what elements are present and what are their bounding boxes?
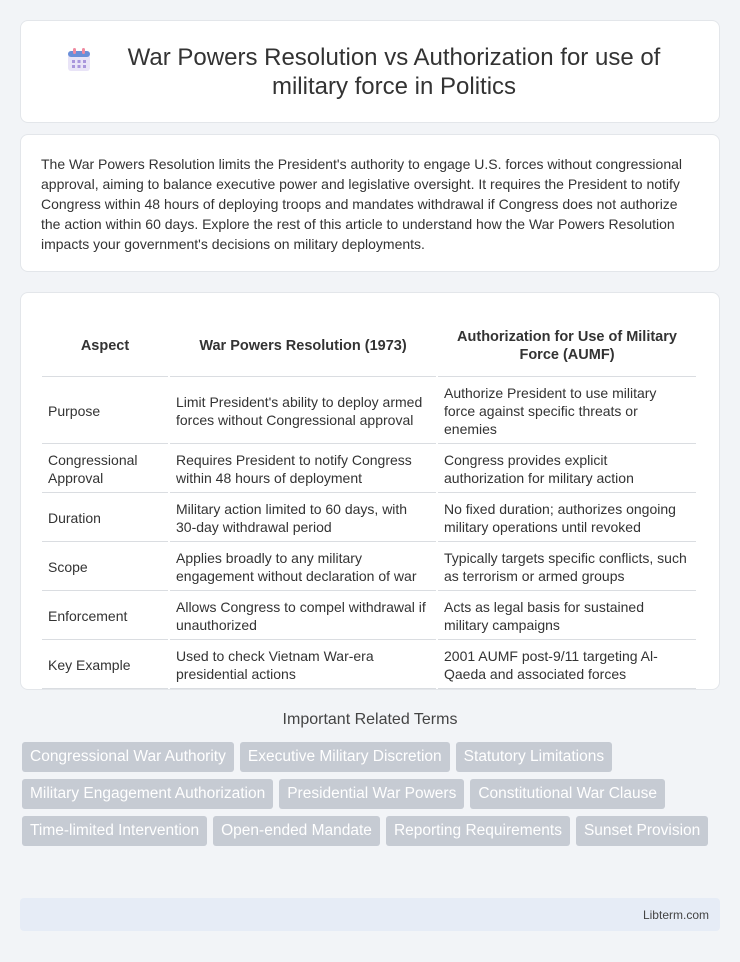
term-tag[interactable]: Constitutional War Clause (470, 779, 665, 809)
header-aumf: Authorization for Use of Military Force (AUMF) (438, 315, 696, 377)
header-war-powers: War Powers Resolution (1973) (170, 315, 436, 377)
related-terms-title: Important Related Terms (282, 711, 458, 728)
header-aspect: Aspect (42, 315, 168, 377)
row-aspect: Duration (42, 495, 168, 542)
row-war-powers: Allows Congress to compel withdrawal if unauthorized (170, 593, 436, 640)
table-row (42, 544, 696, 591)
comparison-card (20, 292, 720, 690)
row-aumf: Acts as legal basis for sustained military campaigns (438, 593, 696, 640)
intro-card (20, 134, 720, 272)
row-aspect: Purpose (42, 379, 168, 444)
term-tag[interactable]: Presidential War Powers (279, 779, 464, 809)
row-aspect: Key Example (42, 642, 168, 689)
footer (20, 898, 720, 931)
row-aumf: Congress provides explicit authorization for military action (438, 446, 696, 493)
table-row (42, 642, 696, 689)
term-tag[interactable]: Reporting Requirements (386, 816, 570, 846)
row-aumf: No fixed duration; authorizes ongoing military operations until revoked (438, 495, 696, 542)
row-aumf: Typically targets specific conflicts, such as terrorism or armed groups (438, 544, 696, 591)
row-aumf: Authorize President to use military force against specific threats or enemies (438, 379, 696, 444)
title-card (20, 20, 720, 123)
term-tag[interactable]: Congressional War Authority (22, 742, 234, 772)
term-tag[interactable]: Open-ended Mandate (213, 816, 380, 846)
table-row (42, 495, 696, 542)
term-tag[interactable]: Sunset Provision (576, 816, 708, 846)
row-war-powers: Used to check Vietnam War-era presidential actions (170, 642, 436, 689)
comparison-table (40, 313, 698, 691)
table-row (42, 446, 696, 493)
row-war-powers: Requires President to notify Congress within 48 hours of deployment (170, 446, 436, 493)
term-tag[interactable]: Statutory Limitations (456, 742, 612, 772)
term-tag[interactable]: Military Engagement Authorization (22, 779, 273, 809)
row-aspect: Congressional Approval (42, 446, 168, 493)
row-aspect: Scope (42, 544, 168, 591)
row-aumf: 2001 AUMF post-9/11 targeting Al-Qaeda and associated forces (438, 642, 696, 689)
row-war-powers: Applies broadly to any military engagement without declaration of war (170, 544, 436, 591)
related-terms-list (22, 742, 722, 846)
row-war-powers: Limit President's ability to deploy armed forces without Congressional approval (170, 379, 436, 444)
term-tag[interactable]: Executive Military Discretion (240, 742, 450, 772)
footer-site-link[interactable]: Libterm.com (642, 907, 709, 922)
table-row (42, 593, 696, 640)
row-war-powers: Military action limited to 60 days, with 30-day withdrawal period (170, 495, 436, 542)
table-row (42, 379, 696, 444)
term-tag[interactable]: Time-limited Intervention (22, 816, 207, 846)
calendar-icon (66, 47, 92, 73)
row-aspect: Enforcement (42, 593, 168, 640)
table-header-row (42, 315, 696, 377)
intro-paragraph: The War Powers Resolution limits the President's authority to engage U.S. forces without congressional approval, aiming to balance executive power and legislative oversight. It requires the President to notify Congress within 48 hours of deploying troops and mandates withdrawal if Congress does not authorize the action within 60 days. Explore the rest of this article to understand how the War Powers Resolution impacts your government's decisions on military deployments. (41, 156, 683, 252)
page-title: War Powers Resolution vs Authorization for use of military force in Politics (127, 43, 661, 100)
